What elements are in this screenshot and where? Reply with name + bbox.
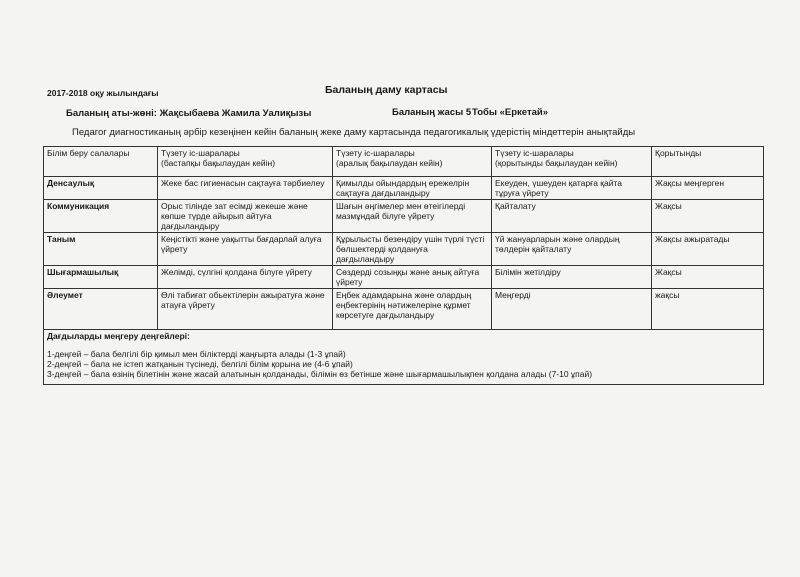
final-cell: Меңгерді — [492, 289, 652, 330]
col-header-interim: Түзету іс-шаралары (аралық бақылаудан кейін) — [333, 147, 492, 177]
result-cell: Жақсы — [652, 200, 764, 233]
initial-cell: Жеке бас гигиенасын сақтауға тәрбиелеу — [158, 177, 333, 200]
child-group: Тобы «Еркетай» — [472, 107, 549, 118]
area-cell: Әлеумет — [44, 289, 158, 330]
final-cell: Үй жануарларын және олардың төлдерін қайталату — [492, 233, 652, 266]
initial-cell: Кеңістікті және уақытты бағдарлай алуға үйрету — [158, 233, 333, 266]
initial-cell: Орыс тілінде зат есімді жекеше және көпше түрде айырып айтуға дағдыландыру — [158, 200, 333, 233]
table-header-row — [44, 147, 764, 177]
col-header-result: Қорытынды — [652, 147, 764, 177]
interim-cell: Қимылды ойындардың ережелрін сақтауға дағдыландыру — [333, 177, 492, 200]
col-header-initial: Түзету іс-шаралары (бастапқы бақылаудан кейін) — [158, 147, 333, 177]
levels-row — [44, 330, 764, 385]
area-cell: Таным — [44, 233, 158, 266]
page-title: Баланың даму картасы — [325, 84, 448, 96]
table-row — [44, 289, 764, 330]
area-cell: Шығармашылық — [44, 266, 158, 289]
final-cell: Екеуден, үшеуден қатарға қайта тұруға үйрету — [492, 177, 652, 200]
result-cell: Жақсы меңгерген — [652, 177, 764, 200]
area-cell: Денсаулық — [44, 177, 158, 200]
result-cell: Жақсы ажыратады — [652, 233, 764, 266]
intro-text: Педагог диагностиканың әрбір кезеңінен кейін баланың жеке даму картасында педагогикалық үдерістің міндеттерін анықтайды — [72, 127, 636, 138]
development-card-table — [43, 146, 764, 385]
interim-cell: Құрылысты безендіру үшін түрлі түсті бөлшектерді қолдануға дағдыландыру — [333, 233, 492, 266]
result-cell: Жақсы — [652, 266, 764, 289]
levels-cell — [44, 330, 764, 385]
table-row — [44, 233, 764, 266]
child-name: Баланың аты-жөні: Жақсыбаева Жамила Уалиқызы — [66, 108, 312, 119]
final-cell: Қайталату — [492, 200, 652, 233]
initial-cell: Өлі табиғат обьектілерін ажыратуға және атауға үйрету — [158, 289, 333, 330]
levels-title: Дағдыларды меңгеру деңгейлері: — [47, 331, 190, 341]
level-item: 2-деңгей – бала не істеп жатқанын түсінеді, белгілі білім қорына ие (4-6 ұпай) — [47, 359, 353, 369]
level-item: 3-деңгей – бала өзінің білетінін және жасай алатынын қолданады, білімін өз бетінше және шығармашылықпен қолдана алады (7-10 ұпай) — [47, 369, 593, 379]
interim-cell: Шағын әңгімелер мен өтеігілерді мазмұндай білуге үйрету — [333, 200, 492, 233]
final-cell: Білімін жетілдіру — [492, 266, 652, 289]
academic-year: 2017-2018 оқу жылындағы — [47, 88, 159, 98]
col-header-final: Түзету іс-шаралары (қорытынды бақылаудан кейін) — [492, 147, 652, 177]
initial-cell: Желімді, сүлгіні қолдана білуге үйрету — [158, 266, 333, 289]
table-row — [44, 177, 764, 200]
interim-cell: Сөздерді созыңқы және анық айтуға үйрету — [333, 266, 492, 289]
level-item: 1-деңгей – бала белгілі бір қимыл мен біліктерді жаңғырта алады (1-3 ұпай) — [47, 349, 346, 359]
col-header-areas: Білім беру салалары — [44, 147, 158, 177]
table-row — [44, 200, 764, 233]
area-cell: Коммуникация — [44, 200, 158, 233]
table-row — [44, 266, 764, 289]
interim-cell: Еңбек адамдарына және олардың еңбектерінің нәтижелеріне құрмет көрсетуге дағдыландыру — [333, 289, 492, 330]
child-age: Баланың жасы 5 — [392, 107, 472, 118]
result-cell: жақсы — [652, 289, 764, 330]
